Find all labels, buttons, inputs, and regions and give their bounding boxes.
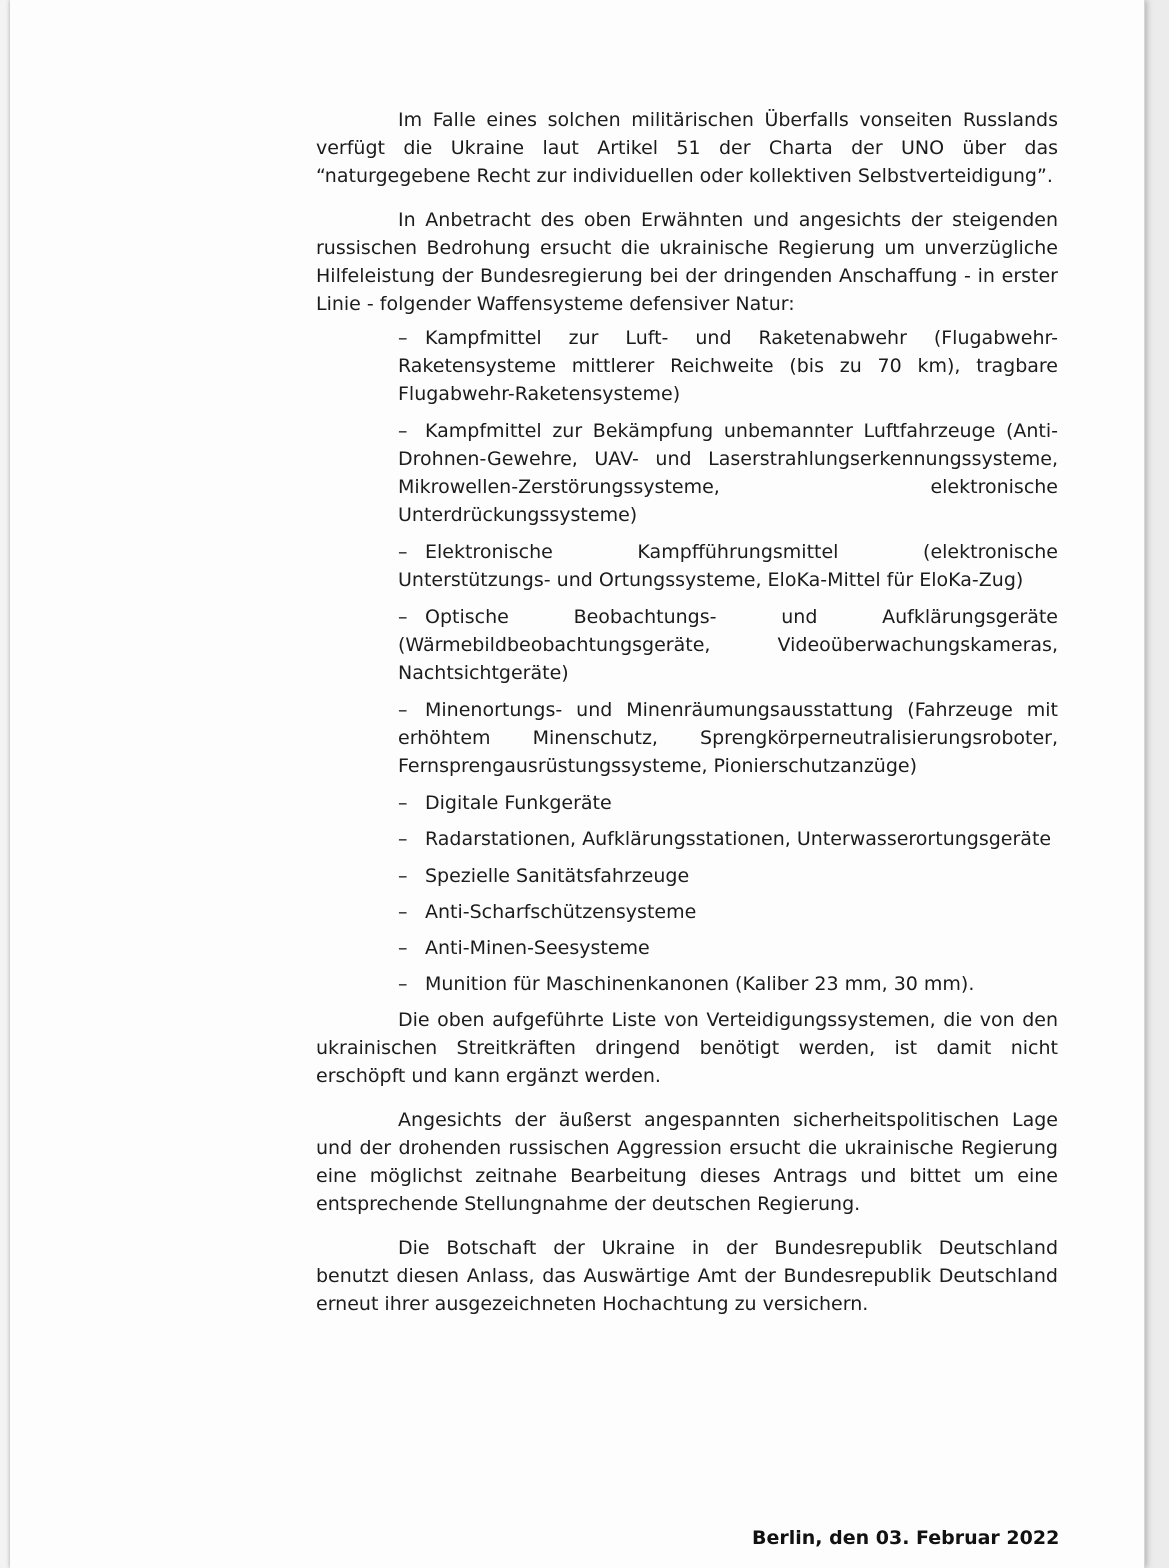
list-dash: – [398, 865, 408, 887]
list-item-text: Kampfmittel zur Bekämpfung unbemannter Luftfahrzeuge (Anti-Drohnen-Gewehre, UAV- und Laserstrahlungserkennungssysteme, Mikrowellen-Zerstörungssysteme, elektronische Unterdrückungssysteme) [398, 420, 1058, 526]
list-item-text: Anti-Minen-Seesysteme [425, 937, 650, 959]
paragraph-article-51: Im Falle eines solchen militärischen Überfalls vonseiten Russlands verfügt die Ukraine laut Artikel 51 der Charta der UNO über das “naturgegebene Recht zur individuellen oder kollektiven Selbstverteidigung”. [316, 109, 1058, 187]
list-item-text: Anti-Scharfschützensysteme [425, 901, 697, 923]
list-dash: – [398, 828, 408, 850]
list-item [398, 696, 1058, 780]
list-item [398, 825, 1058, 853]
weapons-list [316, 324, 1058, 998]
paragraph-list-not-exhaustive: Die oben aufgeführte Liste von Verteidigungssystemen, die von den ukrainischen Streitkräften dringend benötigt werden, ist damit nicht erschöpft und kann ergänzt werden. [316, 1009, 1058, 1087]
background-page-edge [1146, 0, 1169, 1568]
list-item [398, 970, 1058, 998]
paragraph-urgent-request: Angesichts der äußerst angespannten sicherheitspolitischen Lage und der drohenden russischen Aggression ersucht die ukrainische Regierung eine möglichst zeitnahe Bearbeitung dieses Antrags und bittet um eine entsprechende Stellungnahme der deutschen Regierung. [316, 1109, 1058, 1215]
list-item-text: Radarstationen, Aufklärungsstationen, Unterwasserortungsgeräte [425, 828, 1052, 850]
list-item [398, 324, 1058, 408]
list-item [398, 417, 1058, 529]
document-body [316, 106, 1058, 1318]
list-dash: – [398, 973, 408, 995]
list-item-text: Munition für Maschinenkanonen (Kaliber 23 mm, 30 mm). [425, 973, 975, 995]
list-dash: – [398, 606, 408, 628]
place-and-date: Berlin, den 03. Februar 2022 [752, 1527, 1060, 1549]
list-dash: – [398, 792, 408, 814]
list-item [398, 862, 1058, 890]
paragraph-courtesy-closing: Die Botschaft der Ukraine in der Bundesrepublik Deutschland benutzt diesen Anlass, das Auswärtige Amt der Bundesrepublik Deutschland erneut ihrer ausgezeichneten Hochachtung zu versichern. [316, 1237, 1058, 1315]
list-dash: – [398, 420, 408, 442]
list-item-text: Digitale Funkgeräte [425, 792, 612, 814]
list-item-text: Elektronische Kampfführungsmittel (elektronische Unterstützungs- und Ortungssysteme, EloKa-Mittel für EloKa-Zug) [398, 541, 1058, 591]
list-item [398, 898, 1058, 926]
list-item-text: Minenortungs- und Minenräumungsausstattung (Fahrzeuge mit erhöhtem Minenschutz, Sprengkörperneutralisierungsroboter, Fernsprengausrüstungssysteme, Pionierschutzanzüge) [398, 699, 1058, 777]
list-item [398, 538, 1058, 594]
list-item [398, 934, 1058, 962]
list-dash: – [398, 937, 408, 959]
list-item-text: Kampfmittel zur Luft- und Raketenabwehr (Flugabwehr-Raketensysteme mittlerer Reichweite (bis zu 70 km), tragbare Flugabwehr-Raketensysteme) [398, 327, 1058, 405]
list-dash: – [398, 699, 408, 721]
paragraph-request: In Anbetracht des oben Erwähnten und angesichts der steigenden russischen Bedrohung ersucht die ukrainische Regierung um unverzügliche Hilfeleistung der Bundesregierung bei der dringenden Anschaffung - in erster Linie - folgender Waffensysteme defensiver Natur: [316, 209, 1058, 315]
list-item-text: Spezielle Sanitätsfahrzeuge [425, 865, 690, 887]
list-item [398, 603, 1058, 687]
list-item-text: Optische Beobachtungs- und Aufklärungsgeräte (Wärmebildbeobachtungsgeräte, Videoüberwachungskameras, Nachtsichtgeräte) [398, 606, 1058, 684]
list-dash: – [398, 327, 408, 349]
list-dash: – [398, 541, 408, 563]
list-item [398, 789, 1058, 817]
list-dash: – [398, 901, 408, 923]
